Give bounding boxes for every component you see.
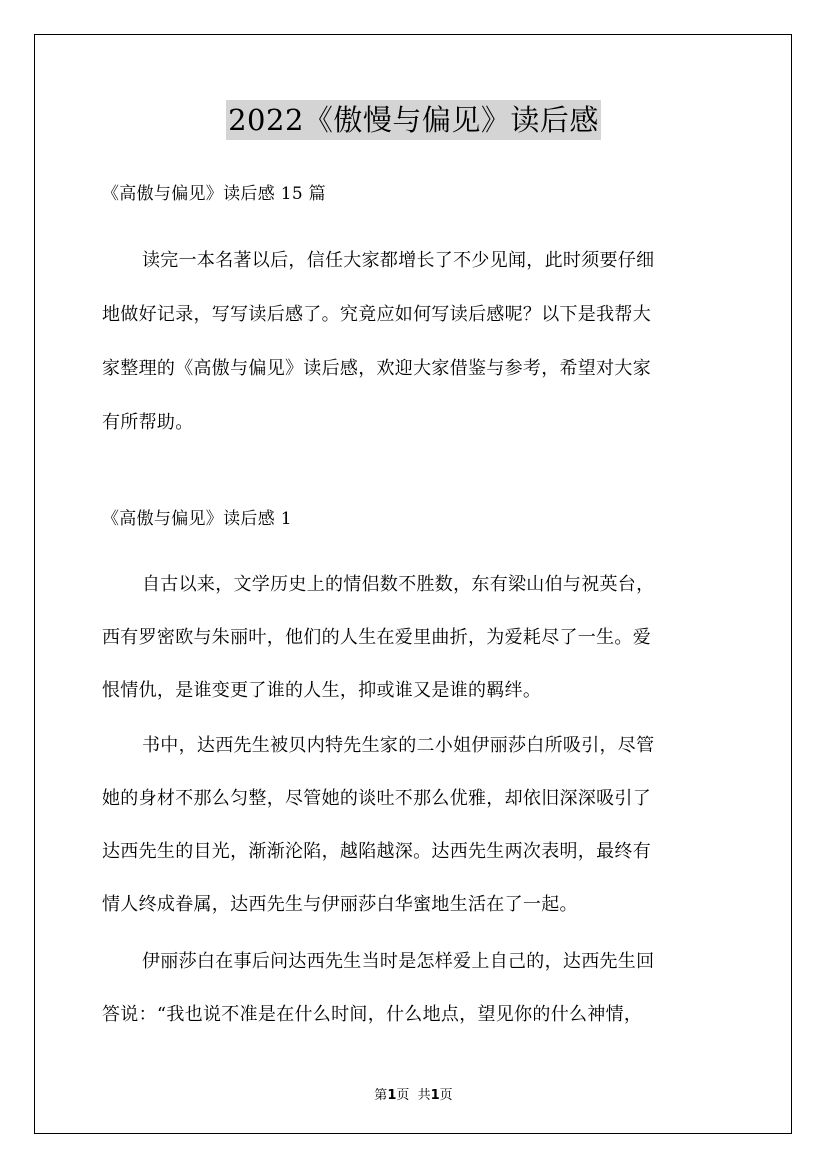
paragraph-line: 书中，达西先生被贝内特先生家的二小姐伊丽莎白所吸引，尽管 bbox=[142, 735, 655, 756]
body-paragraph-2 bbox=[102, 719, 730, 931]
page-current: 1 bbox=[387, 1088, 397, 1103]
paragraph-line: 伊丽莎白在事后问达西先生当时是怎样爱上自己的，达西先生回 bbox=[142, 951, 655, 972]
intro-line: 有所帮助。 bbox=[102, 412, 194, 433]
footer-suffix: 页 bbox=[439, 1088, 453, 1103]
section-heading: 《高傲与偏见》读后感 1 bbox=[102, 509, 292, 529]
intro-line: 家整理的《高傲与偏见》读后感，欢迎大家借鉴与参考，希望对大家 bbox=[102, 358, 651, 379]
paragraph-line: 答说：“我也说不准是在什么时间，什么地点，望见你的什么神情， bbox=[102, 1004, 643, 1025]
paragraph-line: 自古以来，文学历史上的情侣数不胜数，东有梁山伯与祝英台， bbox=[142, 574, 655, 595]
intro-line: 地做好记录，写写读后感了。究竟应如何写读后感呢？以下是我帮大 bbox=[102, 304, 651, 325]
document-subtitle: 《高傲与偏见》读后感 15 篇 bbox=[102, 184, 326, 204]
paragraph-line: 达西先生的目光，渐渐沦陷，越陷越深。达西先生两次表明，最终有 bbox=[102, 841, 651, 862]
intro-line: 读完一本名著以后，信任大家都增长了不少见闻，此时须要仔细 bbox=[142, 250, 655, 271]
paragraph-line: 情人终成眷属，达西先生与伊丽莎白华蜜地生活在了一起。 bbox=[102, 894, 578, 915]
intro-paragraph bbox=[102, 234, 730, 450]
footer-prefix: 第 bbox=[374, 1088, 388, 1103]
page-total: 1 bbox=[430, 1088, 440, 1103]
paragraph-line: 恨情仇，是谁变更了谁的人生，抑或谁又是谁的羁绊。 bbox=[102, 680, 542, 701]
document-title: 2022《傲慢与偏见》读后感 bbox=[226, 100, 601, 140]
body-paragraph-1 bbox=[102, 558, 730, 717]
body-paragraph-3 bbox=[102, 935, 730, 1041]
paragraph-line: 她的身材不那么匀整，尽管她的谈吐不那么优雅，却依旧深深吸引了 bbox=[102, 788, 651, 809]
page-footer bbox=[0, 1084, 827, 1103]
footer-mid: 页 共 bbox=[396, 1088, 431, 1103]
paragraph-line: 西有罗密欧与朱丽叶，他们的人生在爱里曲折，为爱耗尽了一生。爱 bbox=[102, 627, 651, 648]
